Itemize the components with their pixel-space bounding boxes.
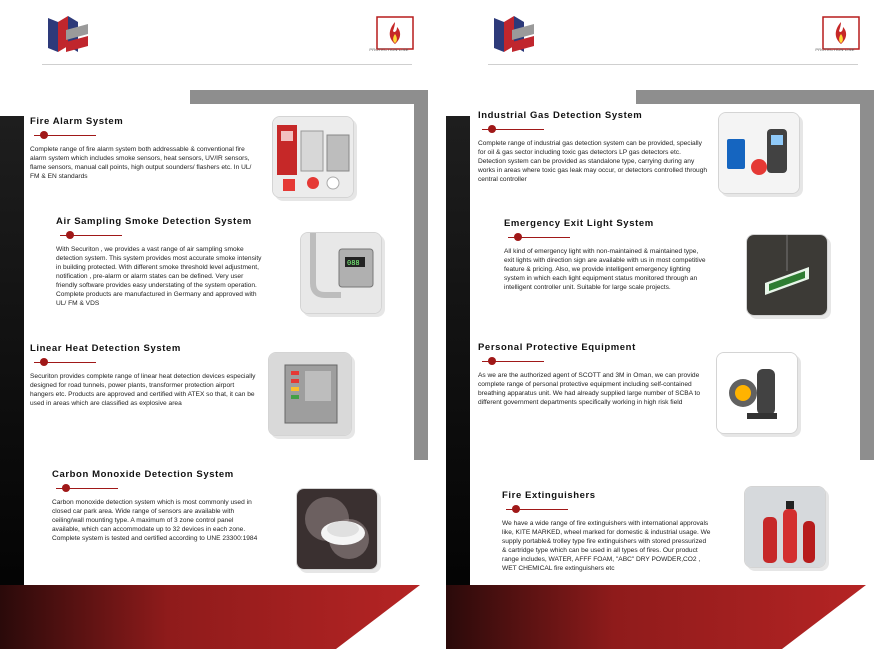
decor-red-bottom [0,585,420,649]
title-underline [478,357,710,365]
scba-image [716,352,798,434]
section-carbon-monoxide [52,469,262,543]
header-divider [42,64,412,65]
section-title: Fire Extinguishers [502,490,596,501]
section-title: Air Sampling Smoke Detection System [56,216,252,227]
section-title: Linear Heat Detection System [30,343,181,354]
decor-gray-top [190,90,428,104]
section-body: Complete range of fire alarm system both addressable & conventional fire alarm system which includes smoke sensors, heat sensors, UV/IR sensors, flame sensors, manual call points, high output sounders/ flashers etc. In UL/ FM & EN standards [30,146,252,180]
header-divider [488,64,858,65]
brochure-page-right [446,0,892,649]
section-body: Securiton provides complete range of linear heat detection devices especially designed for road tunnels, power plants, transformer protection airport hangers etc. Products are approved and certified with ATEX so that, it can be used in areas which are classified as explosive area [30,373,256,407]
section-body: With Securiton , we provides a vast range of air sampling smoke detection system. This system provides most accurate smoke intensity in building protected. With different smoke threshold level adjustment, notification , pre-alarm or alarm states can be defined. Very user friendly software provides easy understating of the system operation. Complete products are manufactured in Germany and approved with UL/ FM & VDS [56,246,262,307]
decor-red-bottom [446,585,866,649]
section-title: Carbon Monoxide Detection System [52,469,234,480]
exit-sign-image [746,234,828,316]
title-underline [504,233,708,241]
decor-gray-top [636,90,874,104]
gas-detector-image [718,112,800,194]
title-underline [52,484,262,492]
title-underline [30,131,262,139]
section-air-sampling [56,216,266,308]
linear-heat-panel-image [268,352,352,436]
fire-alarm-panel-image [272,116,354,198]
title-underline [478,125,710,133]
decor-gray-side [414,90,428,460]
protection-line-text: PROTECTION LINE [369,47,409,52]
extinguishers-image [744,486,826,568]
section-gas-detection [478,110,710,184]
decor-black-side [0,116,24,649]
section-body: We have a wide range of fire extinguishers with international approvals like, KITE MARKED, wheel marked for domestic & industrial usage. We supply portable& trolley type fire extinguishers with stored pressurized & cartridge type which can be used in all types of fires. Our product range includes, WATER, AFFF FOAM, "ABC" DRY POWDER,CO2 , WET CHEMICAL fire extinguishers etc [502,520,711,572]
section-title: Industrial Gas Detection System [478,110,643,121]
section-fire-extinguishers [502,490,712,573]
protection-line-text: PROTECTION LINE [815,47,855,52]
section-body: All kind of emergency light with non-maintained & maintained type, exit lights with direction sign are available with us in most competitive feature & pricing. Also, we provide intelligent emergency lighting system in which each light equipment status monitored through an intelligent controller unit. Suitable for large scale projects. [504,248,706,291]
section-title: Emergency Exit Light System [504,218,654,229]
title-underline [30,358,256,366]
section-linear-heat [30,343,256,408]
section-emergency-exit [504,218,708,292]
title-underline [502,505,712,513]
section-body: Carbon monoxide detection system which is most commonly used in closed car park area. Wide range of sensors are available with ceiling/wall mounting type. A maximum of 3 zone control panel available, which can accommodate up to 32 devices in each zone. Complete system is tested and certified according to UNE 23300:1984 [52,499,258,542]
section-title: Fire Alarm System [30,116,124,127]
me-logo [44,12,92,60]
air-sampling-image [300,232,382,314]
section-title: Personal Protective Equipment [478,342,636,353]
svg-text:088: 088 [347,259,360,267]
section-body: Complete range of industrial gas detection system can be provided, specially for oil & gas sector including toxic gas detectors LP gas detectors etc. Detection system can be provided as standalone type, carrying during any works in areas where toxic gas leak may occur, or detectors controlled through central controller [478,140,708,183]
section-fire-alarm [30,116,262,181]
title-underline [56,231,266,239]
co-detector-image [296,488,378,570]
me-logo [490,12,538,60]
section-ppe [478,342,710,407]
decor-gray-side [860,90,874,460]
decor-black-side [446,116,470,649]
section-body: As we are the authorized agent of SCOTT and 3M in Oman, we can provide complete range of personal protective equipment including self-contained breathing apparatus unit. We had already supplied large number of SCBA to different government departments specifically working in high risk field [478,372,701,406]
